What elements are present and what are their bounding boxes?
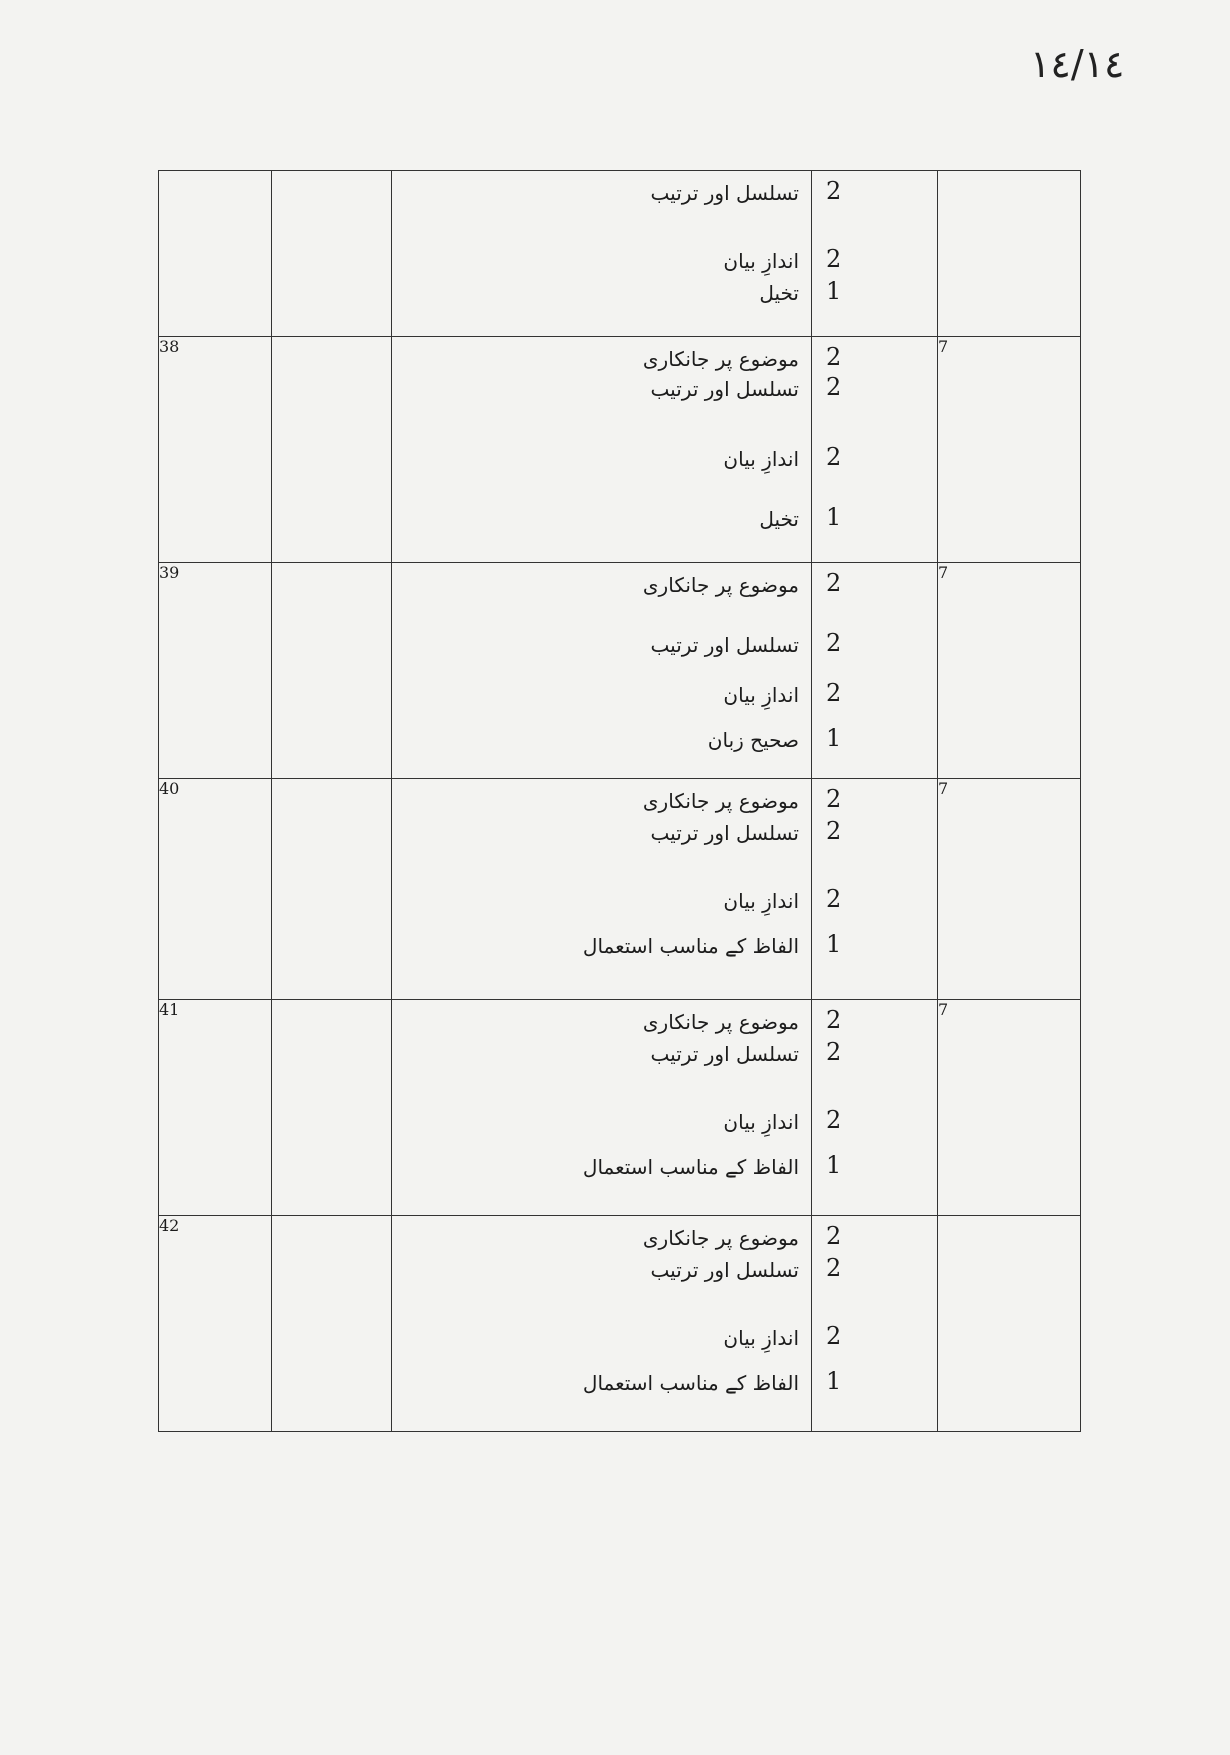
criterion-label: الفاظ کے مناسب استعمال: [582, 1155, 799, 1179]
criterion-score: 1: [826, 1151, 842, 1179]
criterion-label: اندازِ بیان: [723, 889, 799, 913]
criterion-label: اندازِ بیان: [723, 1110, 799, 1134]
criterion-score: 2: [826, 245, 842, 273]
marks-grid: [158, 170, 1081, 1432]
criteria-cell: [392, 1216, 812, 1432]
marks-cell: [812, 1000, 938, 1216]
criterion-score: 2: [826, 679, 842, 707]
marks-cell: [812, 171, 938, 337]
table-row: [159, 1216, 1081, 1432]
criterion-score: 2: [826, 569, 842, 597]
total-marks-cell: [938, 1000, 1081, 1216]
criterion-label: تسلسل اور ترتیب: [650, 633, 799, 657]
criterion-score: 2: [826, 817, 842, 845]
criterion-score: 2: [826, 443, 842, 471]
question-number: 39: [159, 563, 180, 582]
blank-cell: [272, 1216, 392, 1432]
criterion-label: اندازِ بیان: [723, 249, 799, 273]
criterion-label: موضوع پر جانکاری: [642, 1226, 799, 1250]
criterion-score: 2: [826, 343, 842, 371]
total-marks-cell: [938, 171, 1081, 337]
table-row: [159, 563, 1081, 779]
criterion-label: تسلسل اور ترتیب: [650, 821, 799, 845]
blank-cell: [272, 1000, 392, 1216]
marks-cell: [812, 563, 938, 779]
criteria-cell: [392, 171, 812, 337]
total-marks-cell: [938, 337, 1081, 563]
criterion-label: الفاظ کے مناسب استعمال: [582, 934, 799, 958]
criterion-label: تخیل: [759, 507, 799, 531]
criterion-score: 2: [826, 1322, 842, 1350]
criteria-cell: [392, 1000, 812, 1216]
criterion-label: موضوع پر جانکاری: [642, 347, 799, 371]
criterion-label: الفاظ کے مناسب استعمال: [582, 1371, 799, 1395]
blank-cell: [272, 563, 392, 779]
marks-cell: [812, 779, 938, 1000]
total-marks: 7: [938, 779, 949, 798]
table-row: [159, 1000, 1081, 1216]
criterion-label: تخیل: [759, 281, 799, 305]
blank-cell: [272, 171, 392, 337]
criterion-score: 2: [826, 1038, 842, 1066]
total-marks-cell: [938, 1216, 1081, 1432]
question-number-cell: [159, 171, 272, 337]
criterion-score: 2: [826, 1222, 842, 1250]
question-number-cell: [159, 337, 272, 563]
page-number: ١٤/١٤: [1030, 42, 1125, 86]
criterion-score: 2: [826, 1006, 842, 1034]
criterion-score: 1: [826, 1367, 842, 1395]
criteria-cell: [392, 563, 812, 779]
marks-cell: [812, 337, 938, 563]
criterion-score: 1: [826, 724, 842, 752]
criterion-label: موضوع پر جانکاری: [642, 573, 799, 597]
criterion-score: 2: [826, 1106, 842, 1134]
criterion-score: 2: [826, 629, 842, 657]
criterion-score: 2: [826, 785, 842, 813]
criterion-score: 1: [826, 277, 842, 305]
criterion-score: 2: [826, 885, 842, 913]
blank-cell: [272, 337, 392, 563]
criterion-score: 2: [826, 1254, 842, 1282]
criterion-score: 2: [826, 373, 842, 401]
question-number: 42: [159, 1216, 180, 1235]
criteria-cell: [392, 779, 812, 1000]
criterion-label: تسلسل اور ترتیب: [650, 181, 799, 205]
question-number-cell: [159, 1216, 272, 1432]
question-number-cell: [159, 1000, 272, 1216]
total-marks-cell: [938, 563, 1081, 779]
criterion-score: 1: [826, 503, 842, 531]
blank-cell: [272, 779, 392, 1000]
criterion-label: اندازِ بیان: [723, 447, 799, 471]
table-row: [159, 779, 1081, 1000]
criterion-label: موضوع پر جانکاری: [642, 789, 799, 813]
criterion-score: 1: [826, 930, 842, 958]
table-row: [159, 171, 1081, 337]
question-number: 40: [159, 779, 180, 798]
total-marks: 7: [938, 1000, 949, 1019]
marks-cell: [812, 1216, 938, 1432]
criterion-label: تسلسل اور ترتیب: [650, 377, 799, 401]
total-marks-cell: [938, 779, 1081, 1000]
criterion-label: صحیح زبان: [707, 728, 799, 752]
criterion-label: تسلسل اور ترتیب: [650, 1042, 799, 1066]
total-marks: 7: [938, 563, 949, 582]
criterion-label: اندازِ بیان: [723, 683, 799, 707]
criterion-score: 2: [826, 177, 842, 205]
total-marks: 7: [938, 337, 949, 356]
question-number: 41: [159, 1000, 180, 1019]
question-number-cell: [159, 779, 272, 1000]
question-number: 38: [159, 337, 180, 356]
question-number-cell: [159, 563, 272, 779]
criterion-label: اندازِ بیان: [723, 1326, 799, 1350]
criterion-label: تسلسل اور ترتیب: [650, 1258, 799, 1282]
marking-scheme-table: [158, 170, 1080, 1430]
criteria-cell: [392, 337, 812, 563]
table-row: [159, 337, 1081, 563]
criterion-label: موضوع پر جانکاری: [642, 1010, 799, 1034]
